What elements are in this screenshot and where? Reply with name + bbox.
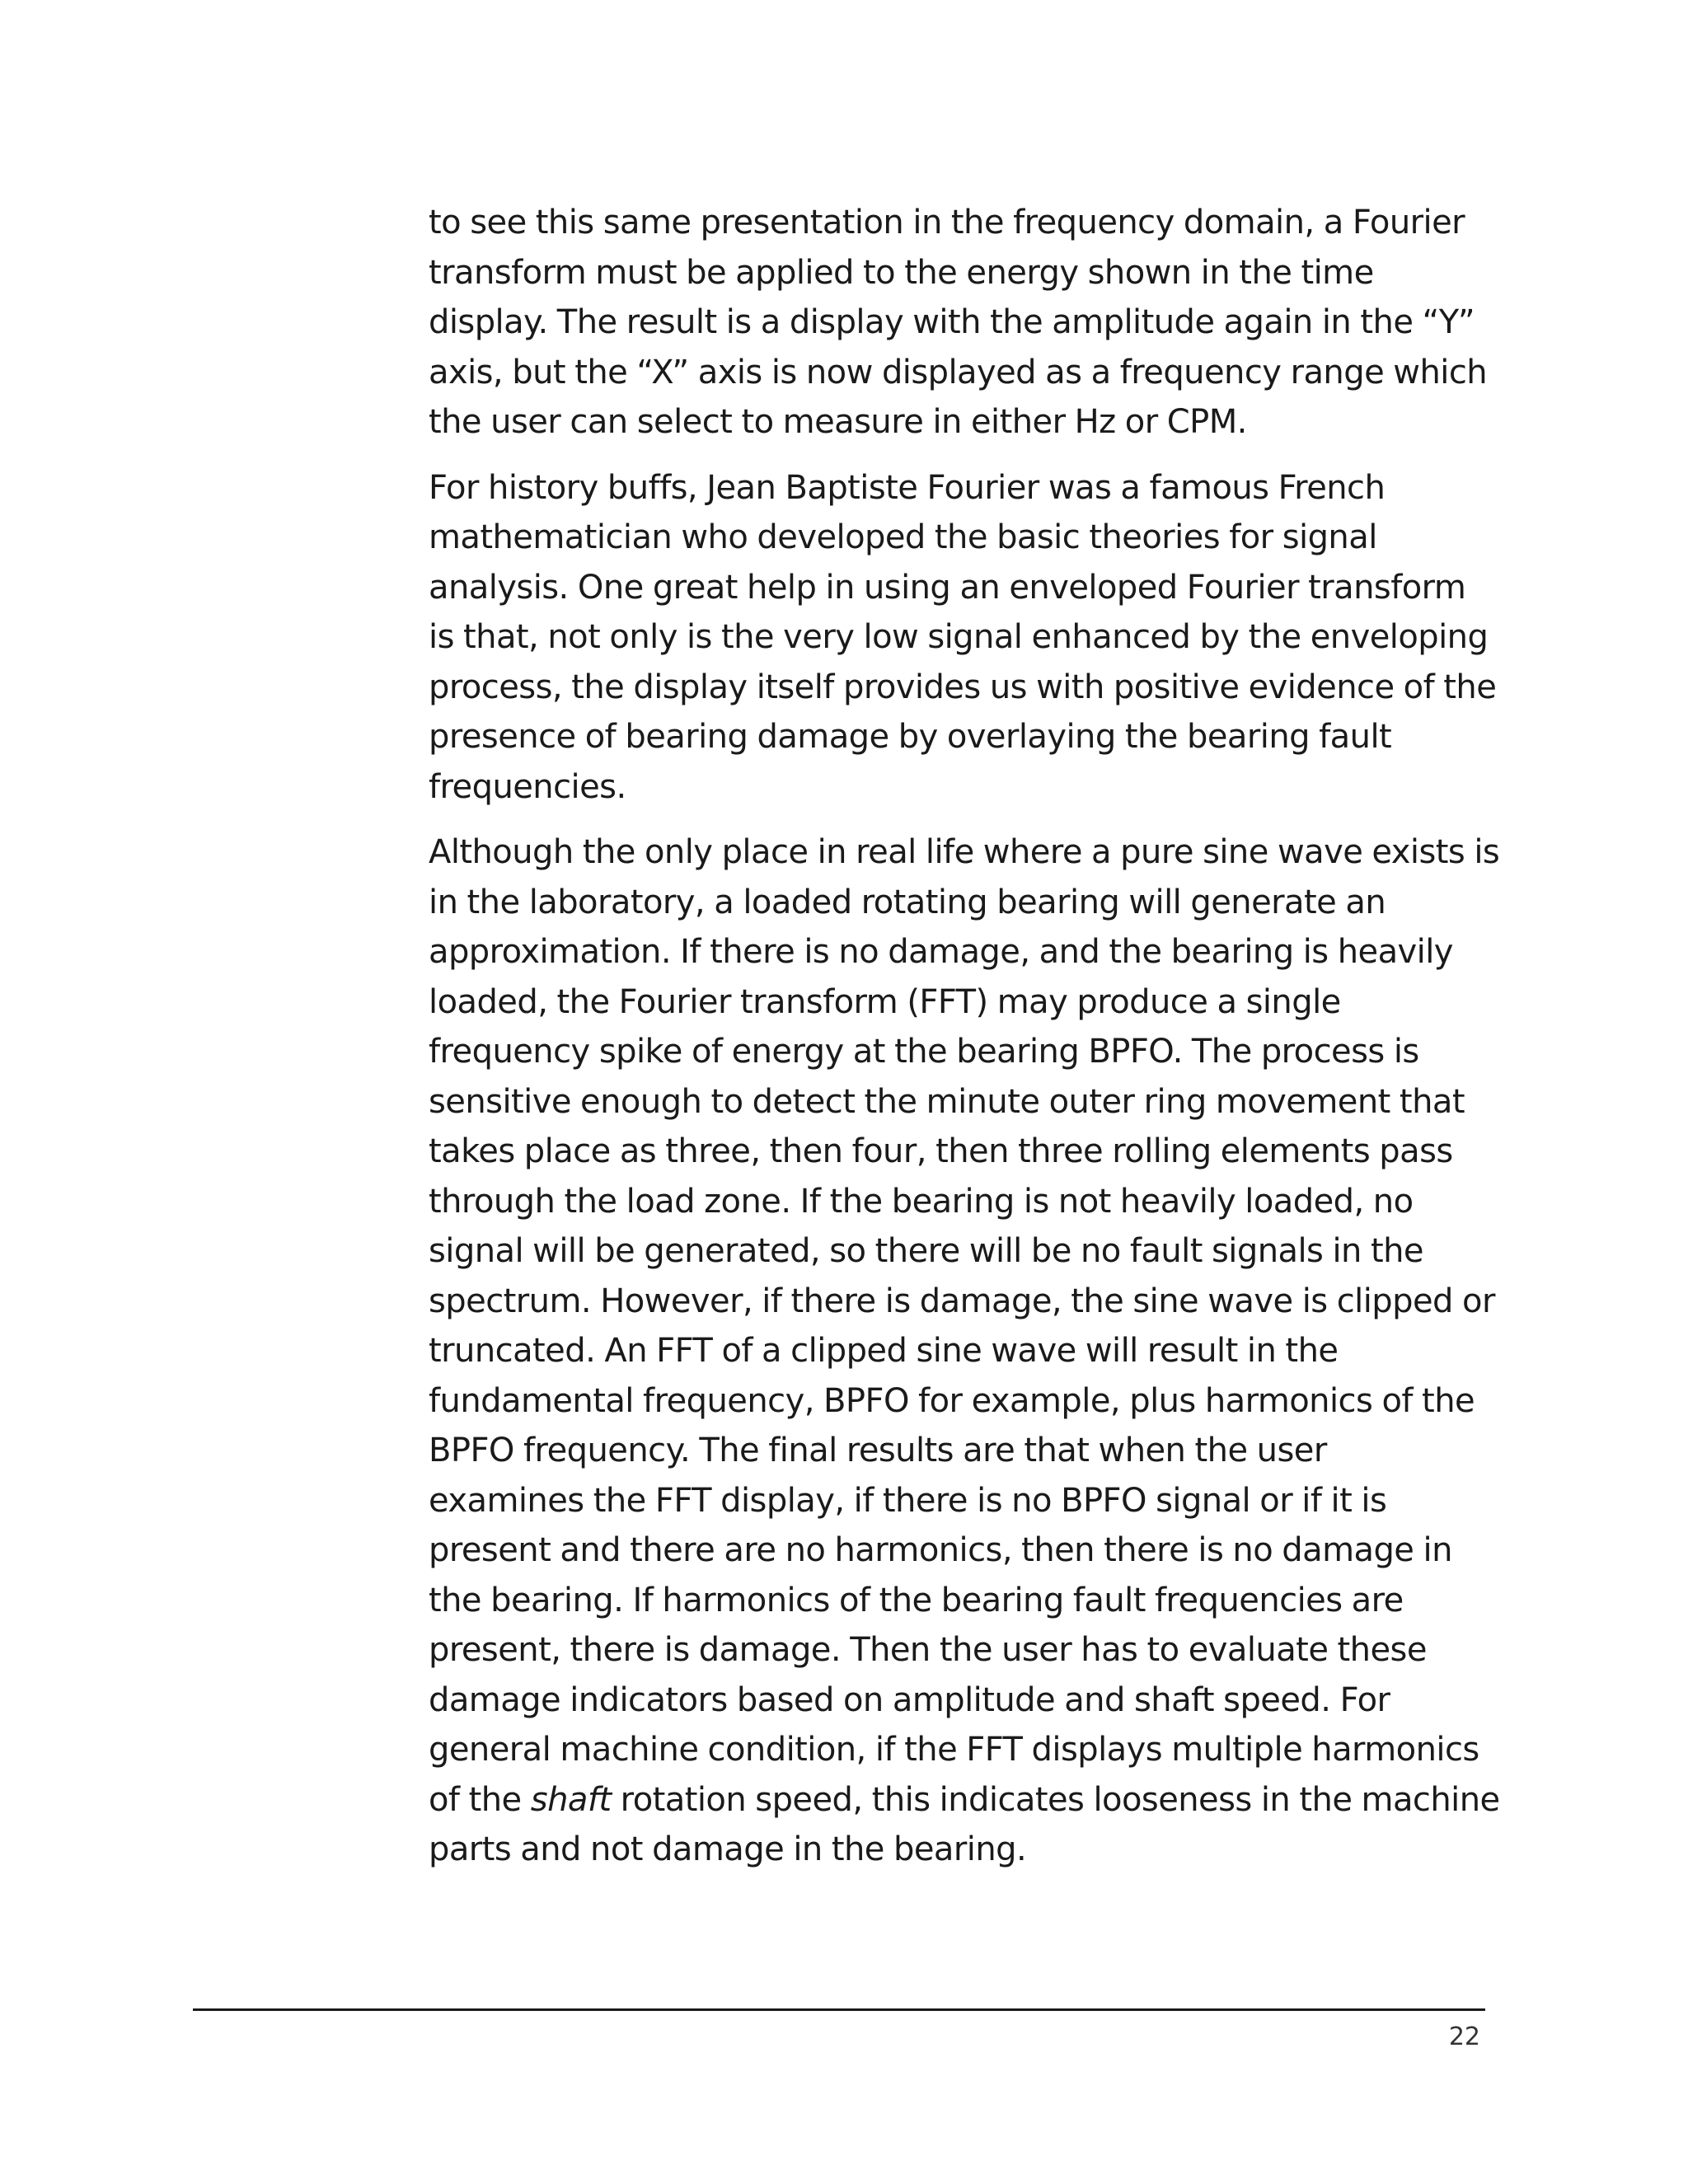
text-line: analysis. One great help in using an enveloped Fourier transform bbox=[429, 568, 1466, 607]
text-line: axis, but the “X” axis is now displayed as a frequency range which bbox=[429, 353, 1488, 391]
text-line: BPFO frequency. The final results are that when the user bbox=[429, 1432, 1327, 1469]
text-line: is that, not only is the very low signal enhanced by the enveloping bbox=[429, 618, 1489, 656]
paragraph-history-buffs bbox=[429, 463, 1497, 813]
text-line: present, there is damage. Then the user has to evaluate these bbox=[429, 1631, 1427, 1669]
text-line: present and there are no harmonics, then there is no damage in bbox=[429, 1531, 1452, 1569]
text-line: through the load zone. If the bearing is not heavily loaded, no bbox=[429, 1182, 1414, 1221]
page-number: 22 bbox=[1448, 2022, 1480, 2051]
text-line: the bearing. If harmonics of the bearing fault frequencies are bbox=[429, 1581, 1404, 1619]
text-line: approximation. If there is no damage, and the bearing is heavily bbox=[429, 933, 1453, 971]
text-line: the user can select to measure in either Hz or CPM. bbox=[429, 403, 1247, 441]
text-line: examines the FFT display, if there is no BPFO signal or if it is bbox=[429, 1481, 1387, 1520]
text-line: in the laboratory, a loaded rotating bearing will generate an bbox=[429, 883, 1386, 921]
text-line: signal will be generated, so there will be no fault signals in the bbox=[429, 1232, 1423, 1270]
emphasis-shaft: shaft bbox=[530, 1780, 612, 1819]
text-line: sensitive enough to detect the minute outer ring movement that bbox=[429, 1082, 1465, 1121]
text-line: display. The result is a display with the amplitude again in the “Y” bbox=[429, 303, 1475, 341]
text-line: fundamental frequency, BPFO for example, plus harmonics of the bbox=[429, 1381, 1475, 1420]
text-line: truncated. An FFT of a clipped sine wave will result in the bbox=[429, 1332, 1339, 1370]
text-line: general machine condition, if the FFT displays multiple harmonics bbox=[429, 1731, 1479, 1769]
text-line: presence of bearing damage by overlaying the bearing fault bbox=[429, 718, 1392, 756]
text-run: rotation speed, this indicates looseness in the machine bbox=[611, 1780, 1500, 1819]
text-line: frequency spike of energy at the bearing BPFO. The process is bbox=[429, 1033, 1419, 1071]
text-line: transform must be applied to the energy shown in the time bbox=[429, 253, 1374, 292]
paragraph-fourier-transform bbox=[429, 198, 1492, 448]
text-line: mathematician who developed the basic theories for signal bbox=[429, 518, 1377, 556]
text-line: spectrum. However, if there is damage, the sine wave is clipped or bbox=[429, 1282, 1495, 1320]
text-line: frequencies. bbox=[429, 767, 626, 806]
text-line: parts and not damage in the bearing. bbox=[429, 1830, 1027, 1868]
text-line: loaded, the Fourier transform (FFT) may produce a single bbox=[429, 982, 1341, 1021]
text-line: Although the only place in real life where a pure sine wave exists is bbox=[429, 833, 1500, 871]
text-line: damage indicators based on amplitude and shaft speed. For bbox=[429, 1680, 1390, 1719]
text-line: takes place as three, then four, then three rolling elements pass bbox=[429, 1132, 1453, 1170]
text-line-with-emphasis bbox=[429, 1775, 1500, 1825]
text-line: For history buffs, Jean Baptiste Fourier was a famous French bbox=[429, 468, 1386, 507]
text-line: process, the display itself provides us with positive evidence of the bbox=[429, 668, 1497, 706]
paragraph-sine-wave bbox=[429, 827, 1500, 1875]
footer-divider bbox=[193, 2008, 1485, 2011]
body-text bbox=[429, 198, 1500, 1875]
text-run: of the bbox=[429, 1780, 531, 1819]
text-line: to see this same presentation in the frequency domain, a Fourier bbox=[429, 204, 1465, 241]
